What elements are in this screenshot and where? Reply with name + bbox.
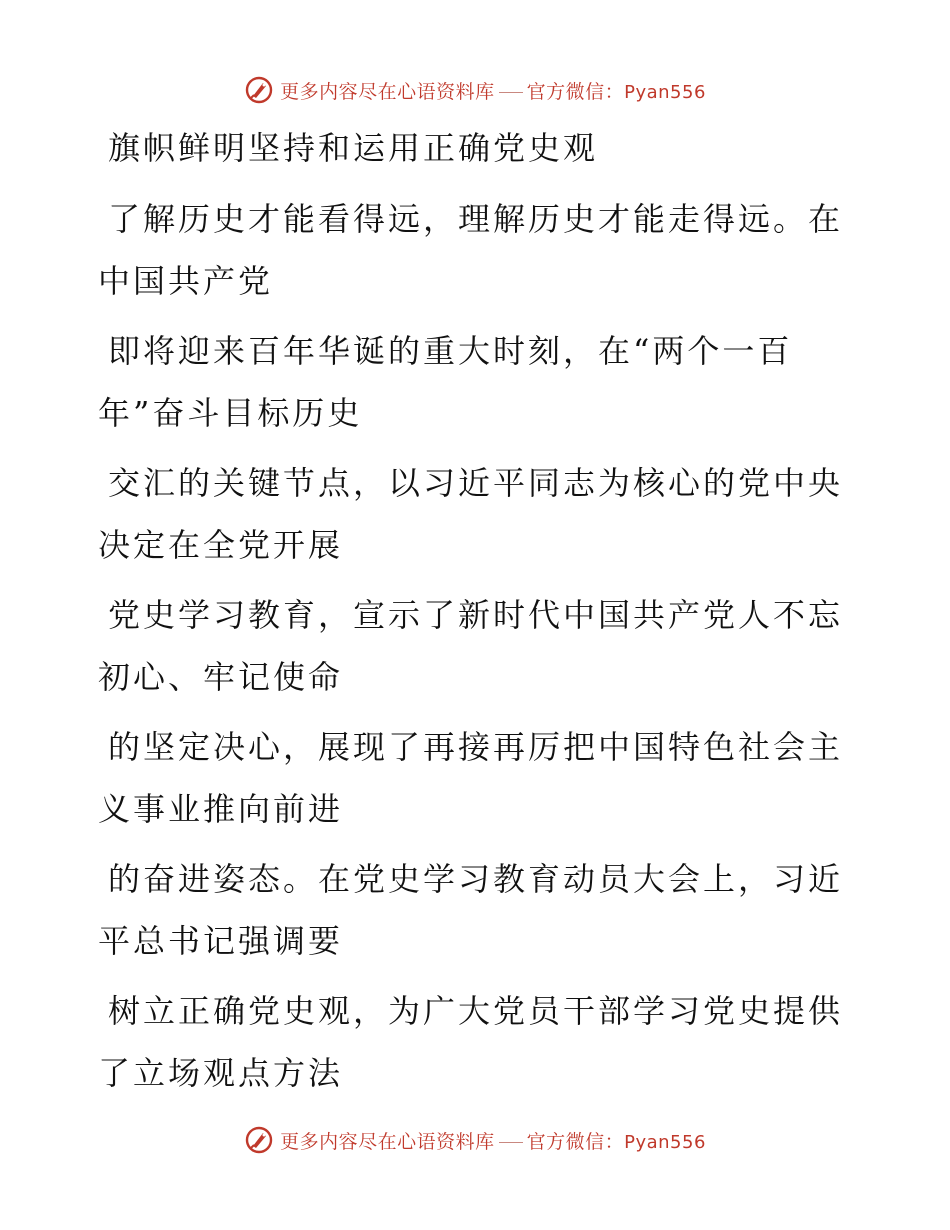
banner-official-label: 官方微信： — [526, 1130, 625, 1153]
banner-divider — [499, 92, 523, 93]
banner-text — [280, 1127, 706, 1154]
paragraph — [98, 716, 844, 840]
paragraph — [98, 848, 844, 972]
pen-nib-logo-icon — [244, 75, 274, 105]
banner-handle: Pyan556 — [624, 81, 706, 103]
pen-nib-logo-icon — [244, 1125, 274, 1155]
banner-site-text: 更多内容尽在心语资料库 — [280, 80, 495, 103]
paragraph-line: 平总书记强调要 — [98, 922, 344, 960]
paragraph — [98, 584, 844, 708]
paragraph-line: 交汇的关键节点，以习近平同志为核心的党中央 — [108, 464, 844, 502]
paragraph-line: 了立场观点方法 — [98, 1054, 344, 1092]
paragraph-line: 初心、牢记使命 — [98, 658, 344, 696]
header-banner — [0, 70, 950, 110]
paragraph-line: 年”奋斗目标历史 — [98, 394, 363, 432]
document-title: 旗帜鲜明坚持和运用正确党史观 — [108, 129, 599, 167]
footer-banner — [0, 1120, 950, 1160]
banner-divider — [499, 1142, 523, 1143]
paragraph-line: 即将迎来百年华诞的重大时刻，在“两个一百 — [108, 332, 793, 370]
paragraph-line: 的奋进姿态。在党史学习教育动员大会上，习近 — [108, 860, 844, 898]
banner-handle: Pyan556 — [624, 1131, 706, 1153]
paragraph-line: 决定在全党开展 — [98, 526, 344, 564]
banner-official-label: 官方微信： — [526, 80, 625, 103]
paragraph-line: 了解历史才能看得远，理解历史才能走得远。在 — [108, 200, 844, 238]
paragraph-line: 的坚定决心，展现了再接再厉把中国特色社会主 — [108, 728, 844, 766]
paragraph-line: 党史学习教育，宣示了新时代中国共产党人不忘 — [108, 596, 844, 634]
document-body — [98, 118, 844, 1104]
paragraph — [98, 320, 838, 444]
paragraph-line: 树立正确党史观，为广大党员干部学习党史提供 — [108, 992, 844, 1030]
paragraph — [98, 452, 844, 576]
paragraph-line: 中国共产党 — [98, 262, 274, 300]
paragraph — [98, 980, 844, 1104]
banner-text — [280, 77, 706, 104]
paragraph — [98, 188, 844, 312]
banner-site-text: 更多内容尽在心语资料库 — [280, 1130, 495, 1153]
paragraph-line: 义事业推向前进 — [98, 790, 344, 828]
